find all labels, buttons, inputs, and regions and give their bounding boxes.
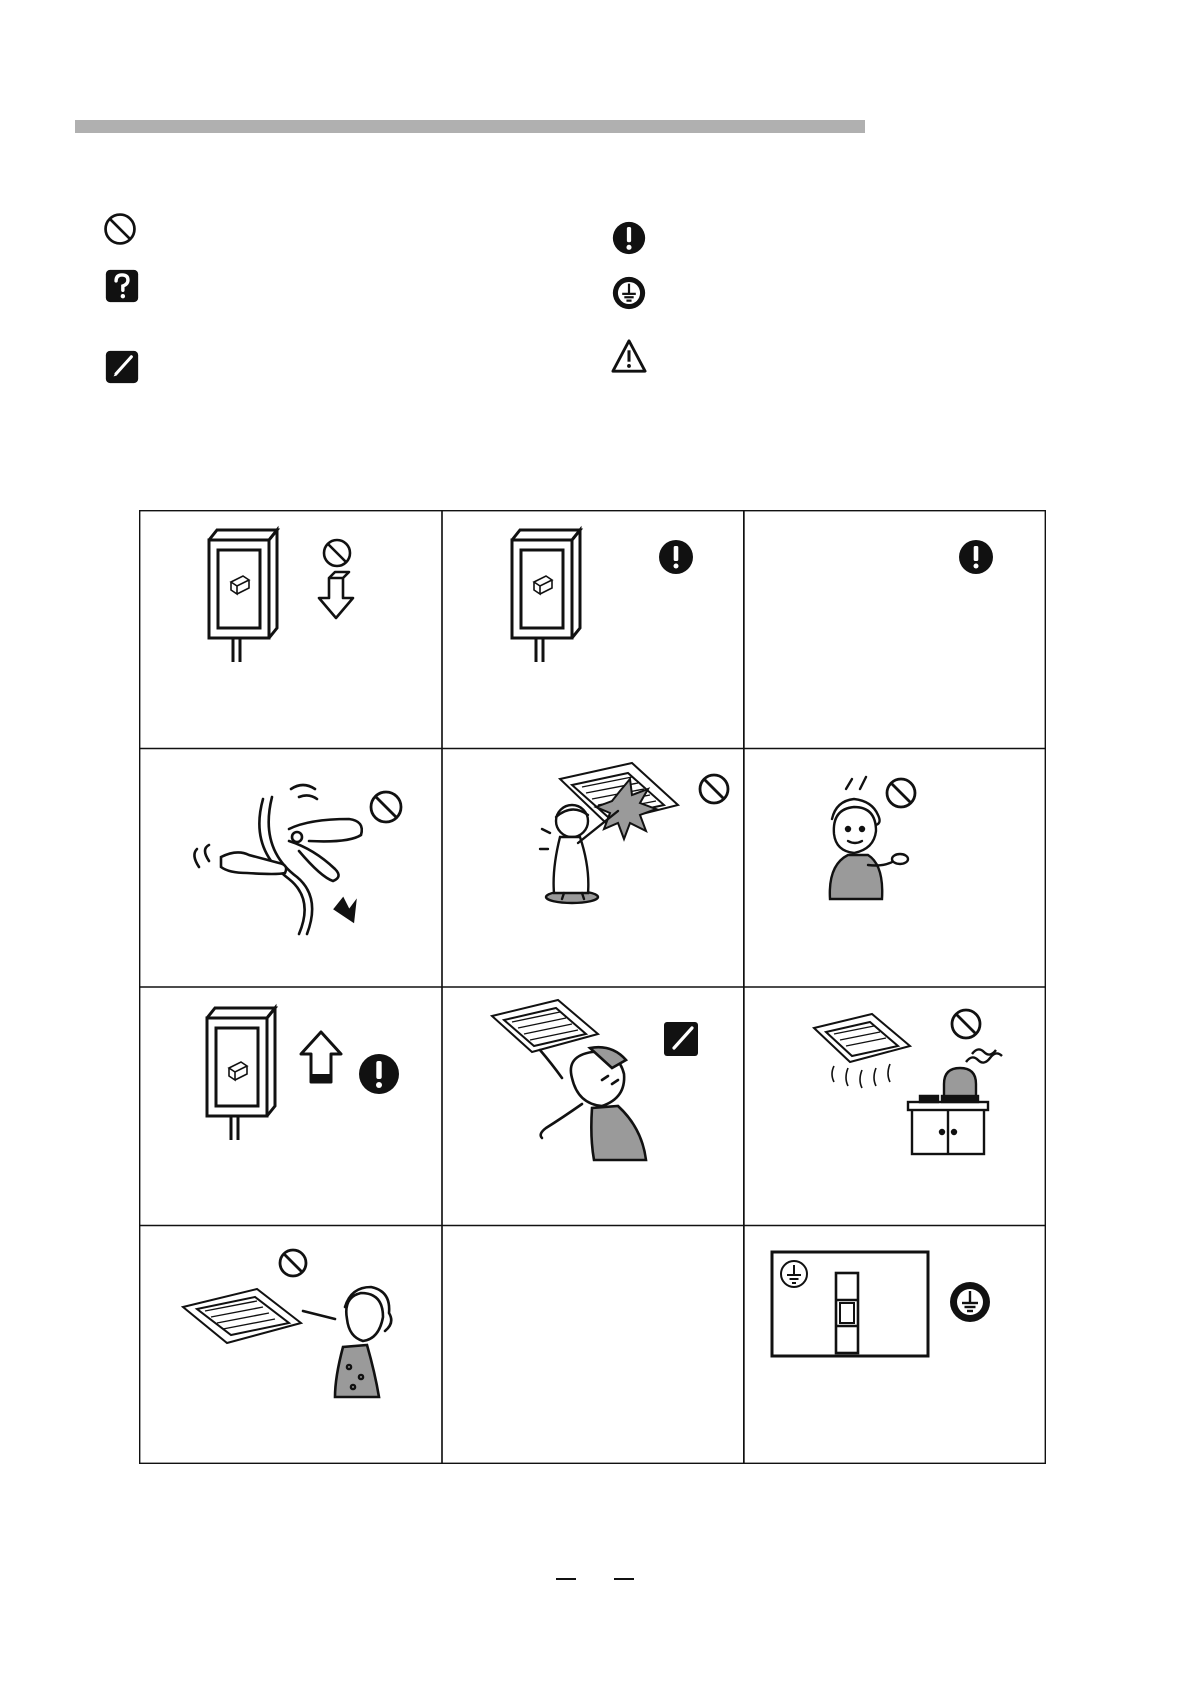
cell-child-poking-unit: [442, 749, 744, 987]
prohibited-icon: [952, 1010, 980, 1038]
breaker-box-illustration: [207, 1008, 275, 1140]
cell-person-with-spray: [744, 749, 1046, 987]
mandatory-exclamation-icon: [659, 540, 693, 574]
pencil-icon: [664, 1022, 698, 1056]
wire-and-pliers-illustration: [194, 785, 361, 934]
prohibited-icon: [887, 779, 915, 807]
question-icon: [105, 269, 139, 303]
cell-empty: [442, 1227, 744, 1465]
warning-triangle-icon: [610, 338, 648, 374]
prohibited-icon: [700, 775, 728, 803]
prohibited-icon: [280, 1250, 306, 1276]
cell-breaker-mandatory: [442, 510, 744, 748]
page-number-dash-left: [556, 1578, 576, 1580]
cell-breaker-switch-off: [139, 510, 442, 748]
header-bar: [75, 120, 865, 133]
breaker-box-illustration: [512, 530, 580, 662]
child-figure-illustration: [540, 805, 618, 903]
breaker-box-illustration: [209, 530, 277, 662]
mandatory-exclamation-icon: [612, 221, 646, 255]
person-figure-illustration: [830, 777, 908, 899]
cell-person-touching-unit: [139, 1227, 442, 1465]
cell-ground-terminal: [744, 1227, 1046, 1465]
terminal-block: [836, 1273, 858, 1353]
cell-unit-over-stove: [744, 988, 1046, 1226]
prohibited-icon: [371, 792, 401, 822]
cell-cutting-wires: [139, 749, 442, 987]
stove-illustration: [908, 1049, 1002, 1154]
ceiling-unit-illustration: [492, 1000, 598, 1052]
mandatory-exclamation-icon: [959, 540, 993, 574]
person-figure-illustration: [303, 1287, 391, 1397]
prohibited-icon: [324, 540, 350, 566]
ground-icon: [950, 1282, 990, 1322]
ceiling-unit-illustration: [183, 1289, 301, 1343]
cell-person-cleaning-unit: [442, 988, 744, 1226]
mandatory-exclamation-icon: [359, 1054, 399, 1094]
cell-breaker-switch-on: [139, 988, 442, 1226]
prohibited-icon: [103, 212, 137, 246]
pencil-icon: [105, 350, 139, 384]
arrow-down-icon: [319, 572, 353, 618]
ground-icon: [612, 276, 646, 310]
page-number-dash-right: [614, 1578, 634, 1580]
cell-mandatory-text-only: [744, 510, 1046, 748]
ceiling-unit-illustration: [814, 1014, 910, 1088]
safety-illustration-grid: [139, 510, 1046, 1464]
person-figure-illustration: [540, 1047, 646, 1160]
